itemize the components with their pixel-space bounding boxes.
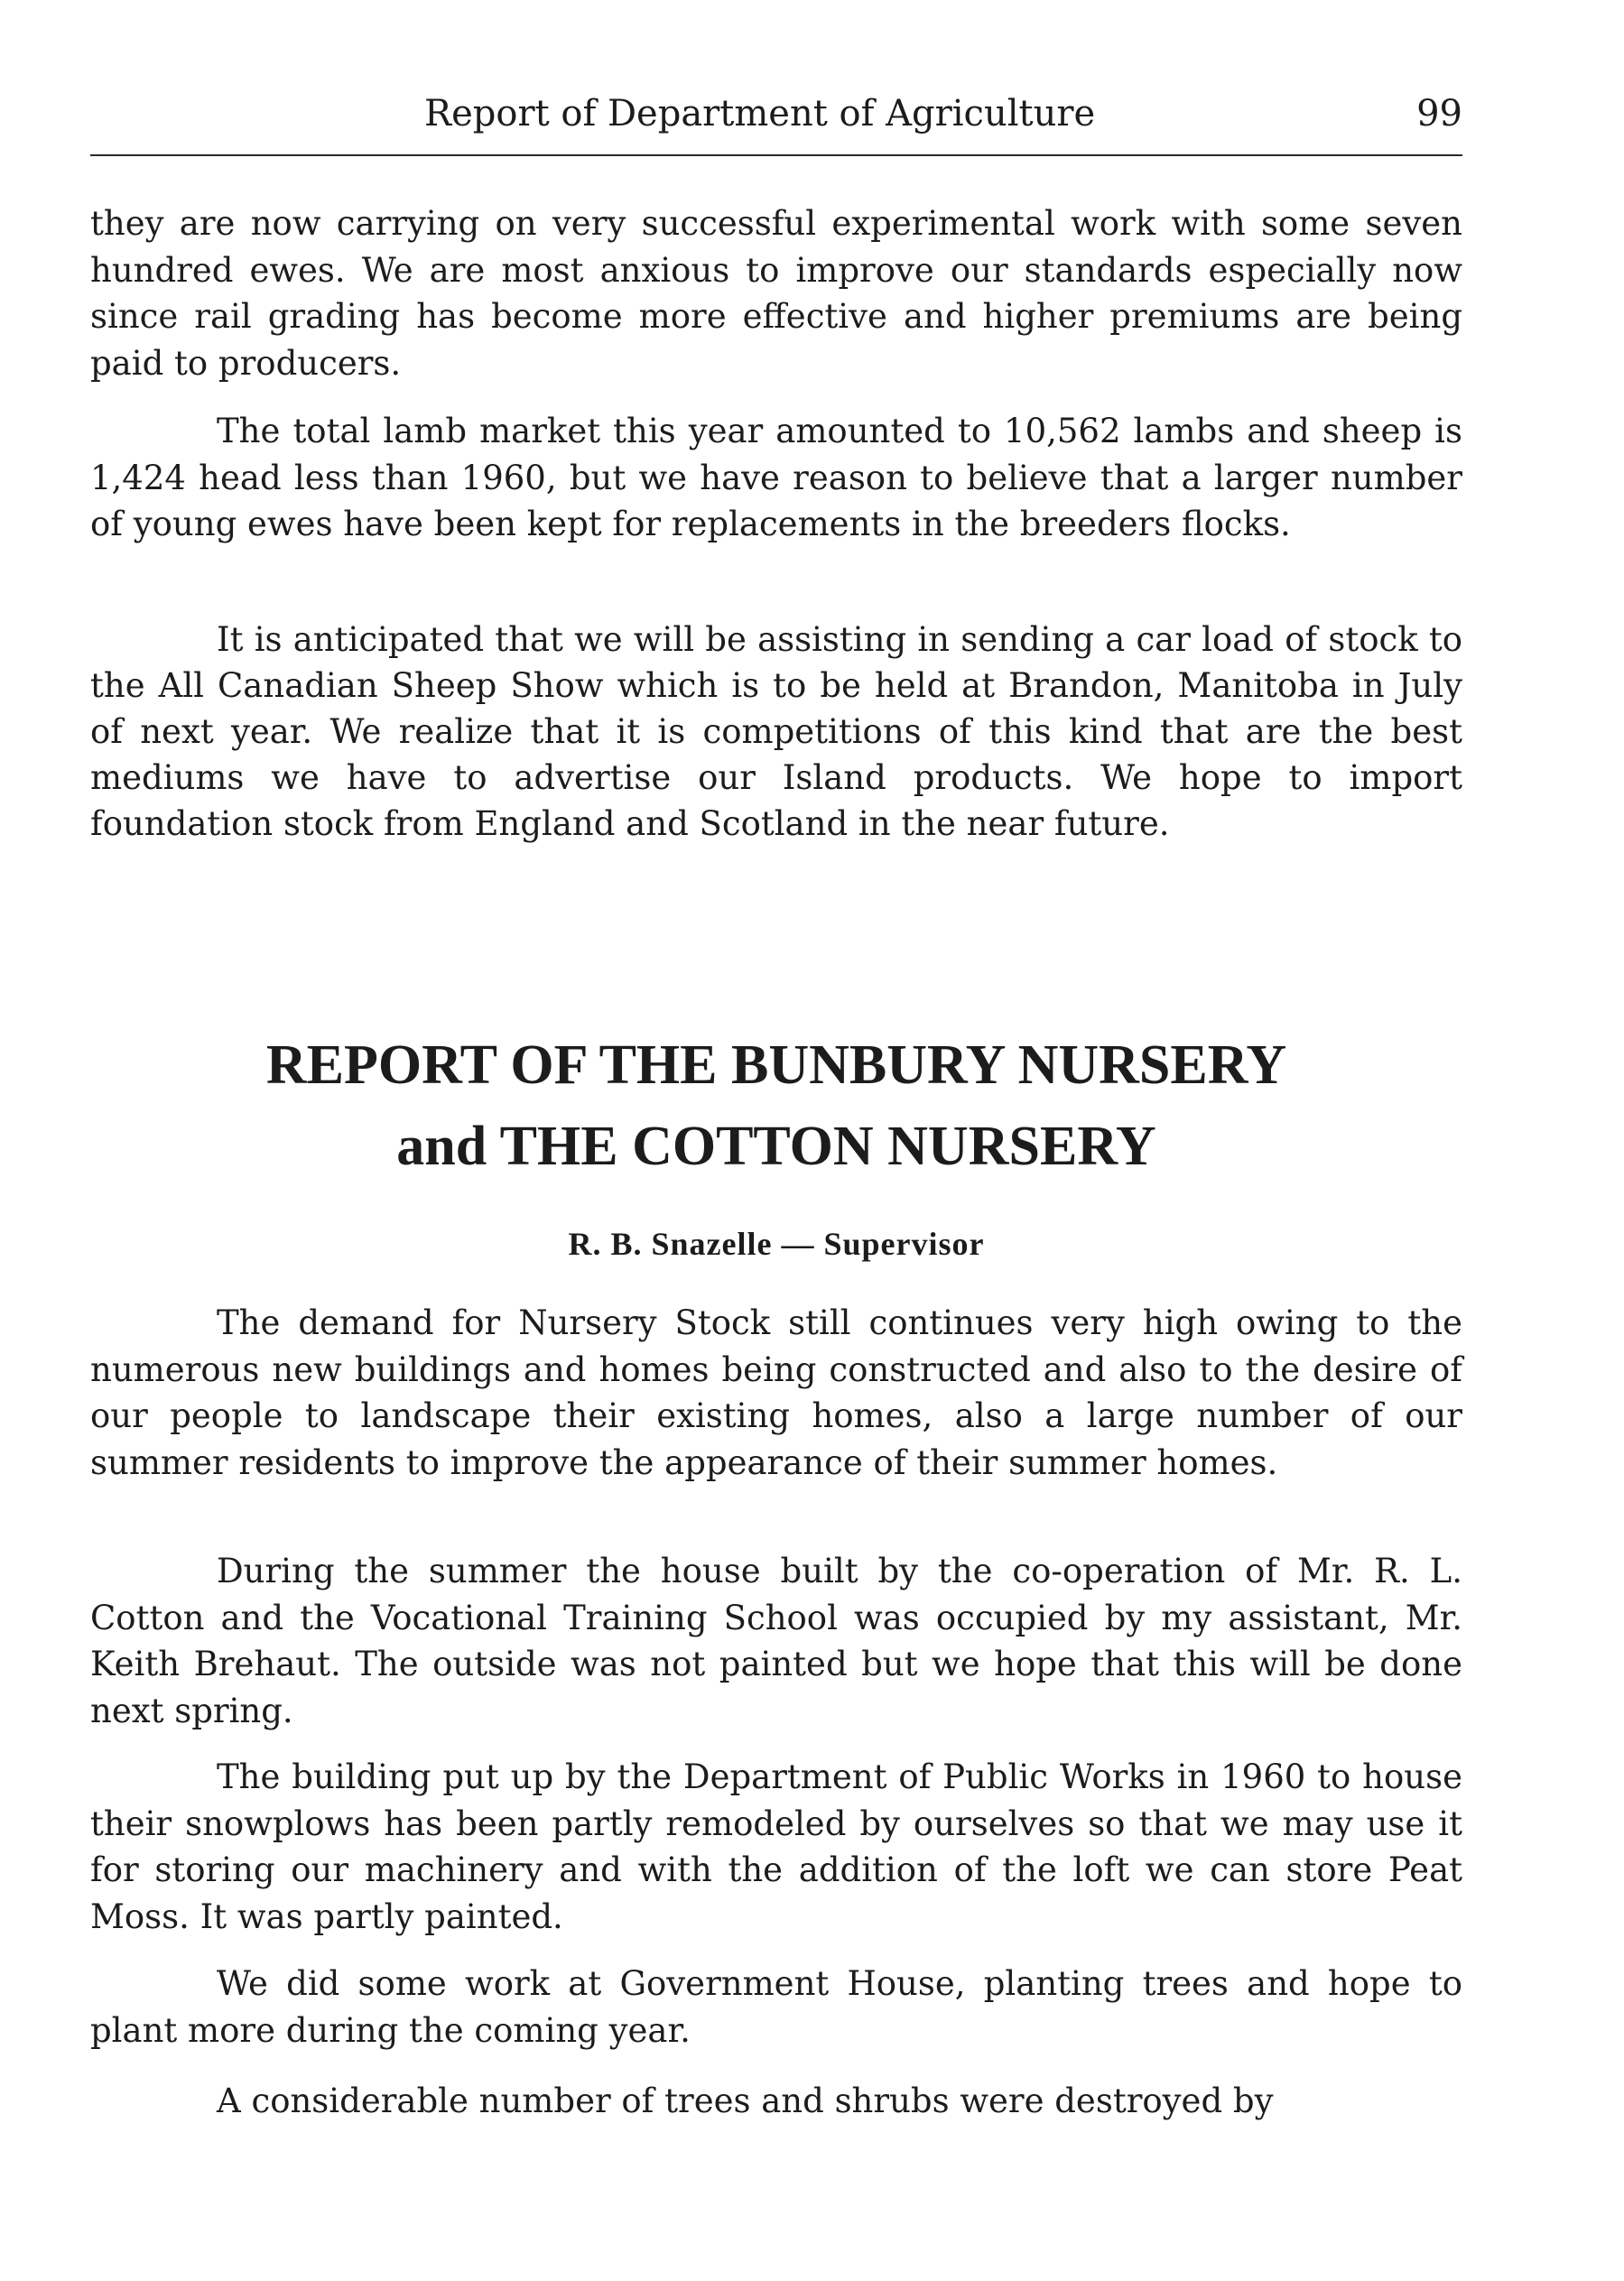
government-house-paragraph: We did some work at Government House, planting trees and hope to plant more during the coming year.: [90, 1964, 1462, 2050]
continued-paragraph: they are now carrying on very successful experimental work with some seven hundred ewes. We are most anxious to improve our standards especially now since rail grading has become more effective and higher premiums are being paid to producers.: [90, 204, 1462, 383]
building-paragraph: The building put up by the Department of Public Works in 1960 to house their snowplows has been partly remodeled by ourselves so that we may use it for storing our machinery and with the addition of the loft we can store Peat Moss. It was partly painted.: [90, 1757, 1462, 1936]
section-title-line-2: and THE COTTON NURSERY: [396, 1116, 1156, 1177]
nursery-demand-paragraph: The demand for Nursery Stock still continues very high owing to the numerous new buildings and homes being constructed and also to the desire of our people to landscape their existing homes, also a large number of our summer residents to improve the appearance of their summer homes.: [90, 1303, 1462, 1482]
running-header: [90, 87, 1462, 141]
lamb-market-paragraph: The total lamb market this year amounted to 10,562 lambs and sheep is 1,424 head less than 1960, but we have reason to believe that a larger number of young ewes have been kept for replacements in the breeders flocks.: [90, 412, 1462, 544]
sheep-show-paragraph: It is anticipated that we will be assisting in sending a car load of stock to the All Canadian Sheep Show which is to be held at Brandon, Manitoba in July of next year. We realize that it is competitions of this kind that are the best mediums we have to advertise our Island products. We hope to import foundation stock from England and Scotland in the near future.: [90, 620, 1462, 843]
house-paragraph: During the summer the house built by the co-operation of Mr. R. L. Cotton and the Vocational Training School was occupied by my assistant, Mr. Keith Brehaut. The outside was not painted but we hope that this will be done next spring.: [90, 1552, 1462, 1730]
header-rule: [90, 154, 1462, 156]
section-title-line-1: REPORT OF THE BUNBURY NURSERY: [265, 1034, 1287, 1096]
page-number: 99: [1416, 93, 1462, 134]
running-title: Report of Department of Agriculture: [424, 93, 1096, 134]
byline: R. B. Snazelle — Supervisor: [568, 1226, 985, 1262]
trees-destroyed-paragraph: A considerable number of trees and shrubs were destroyed by: [217, 2082, 1274, 2120]
